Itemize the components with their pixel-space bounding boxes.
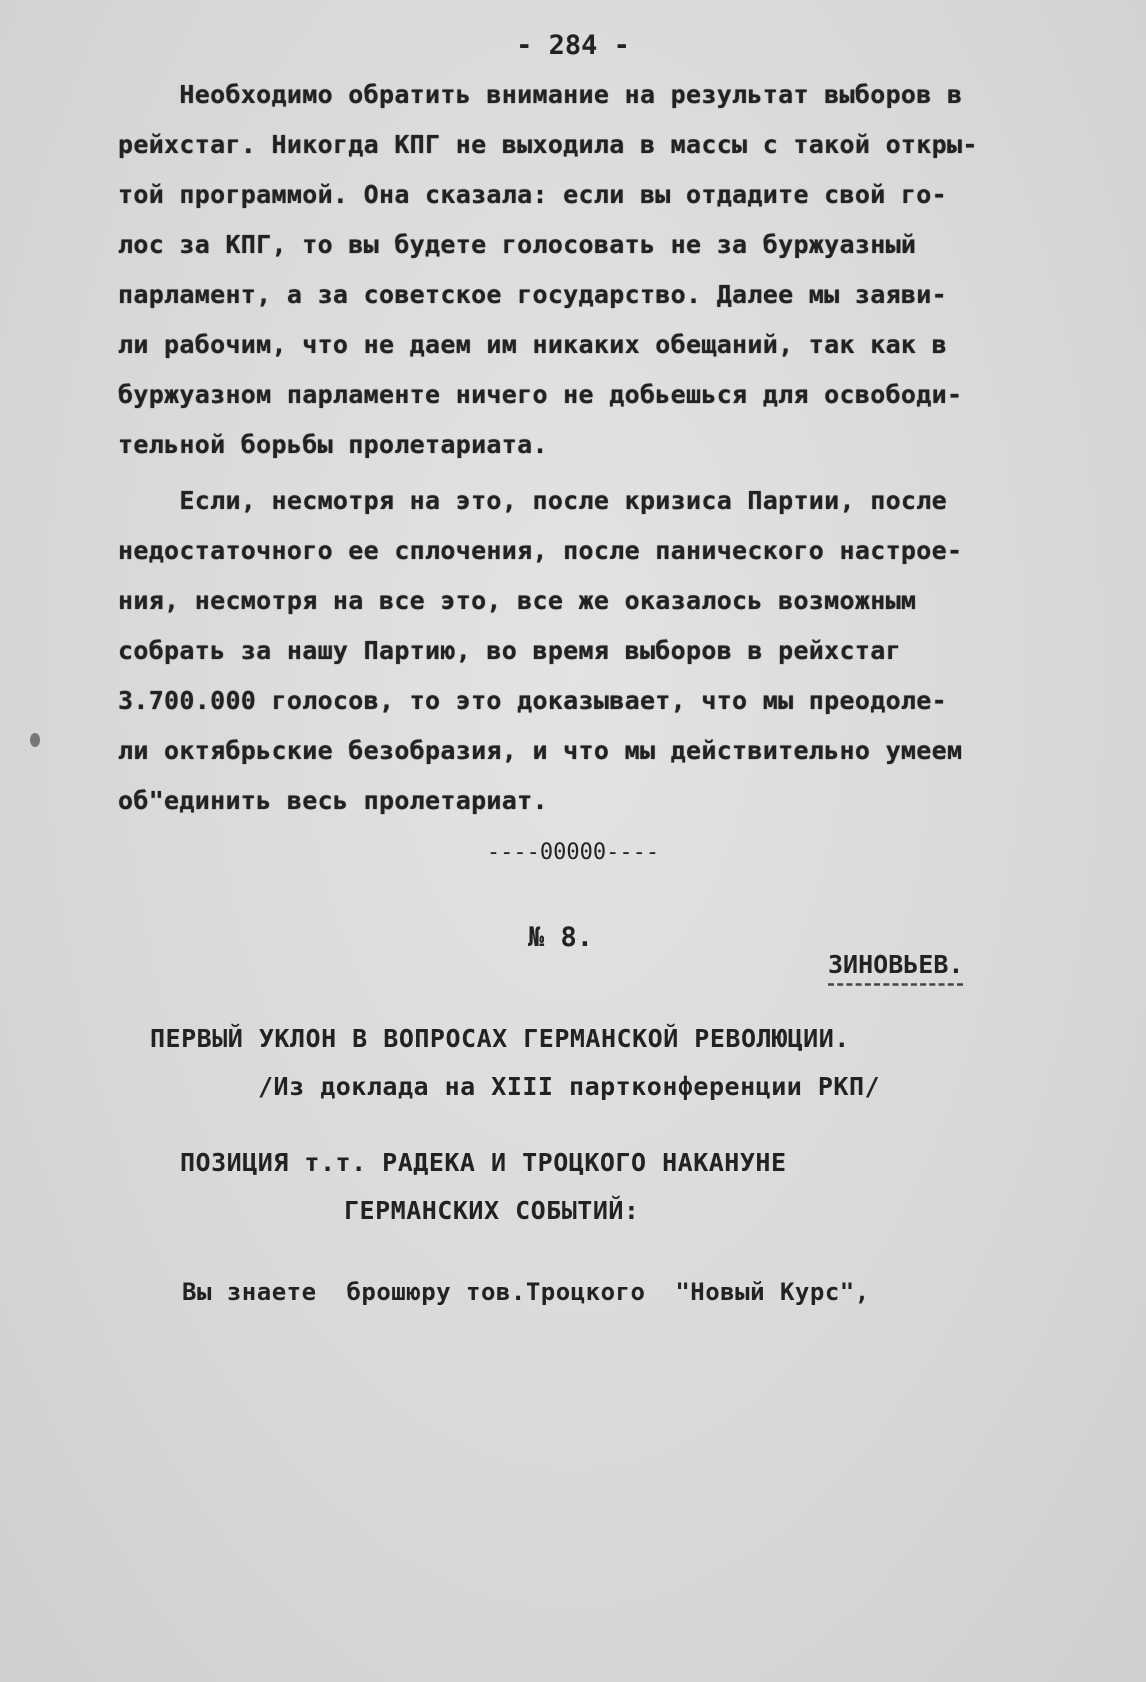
text-line: об"единить весь пролетариат. <box>118 786 548 815</box>
page-number: - 284 - <box>516 30 630 61</box>
separator: ----00000---- <box>486 840 660 865</box>
text-line: тельной борьбы пролетариата. <box>118 430 548 459</box>
ink-blot <box>30 733 40 747</box>
text-line: рейхстаг. Никогда КПГ не выходила в массы с такой откры- <box>118 130 978 159</box>
section-heading: ПОЗИЦИЯ т.т. РАДЕКА И ТРОЦКОГО НАКАНУНЕ <box>180 1148 787 1177</box>
text-line: ли рабочим, что не даем им никаких обещаний, так как в <box>118 330 947 359</box>
section-heading: ГЕРМАНСКИХ СОБЫТИЙ: <box>344 1196 640 1225</box>
text-line: лос за КПГ, то вы будете голосовать не за буржуазный <box>118 230 917 259</box>
text-line: 3.700.000 голосов, то это доказывает, что мы преодоле- <box>118 686 947 715</box>
text-line: недостаточного ее сплочения, после панического настрое- <box>118 536 963 565</box>
text-line: ния, несмотря на все это, все же оказалось возможным <box>118 586 917 615</box>
document-title: ПЕРВЫЙ УКЛОН В ВОПРОСАХ ГЕРМАНСКОЙ РЕВОЛЮЦИИ. <box>150 1024 850 1053</box>
text-line: буржуазном парламенте ничего не добьешься для освободи- <box>118 380 963 409</box>
document-subtitle: /Из доклада на XIII партконференции РКП/ <box>258 1072 881 1101</box>
text-line: той программой. Она сказала: если вы отдадите свой го- <box>118 180 947 209</box>
text-line: Вы знаете брошюру тов.Троцкого "Новый Курс", <box>182 1278 870 1306</box>
document-number: № 8. <box>528 922 594 953</box>
text-line: Если, несмотря на это, после кризиса Партии, после <box>118 486 947 515</box>
text-line: Необходимо обратить внимание на результат выборов в <box>118 80 963 109</box>
text-line: парламент, а за советское государство. Далее мы заяви- <box>118 280 947 309</box>
text-line: собрать за нашу Партию, во время выборов в рейхстаг <box>118 636 901 665</box>
text-line: ли октябрьские безобразия, и что мы действительно умеем <box>118 736 963 765</box>
author-name: ЗИНОВЬЕВ. <box>828 950 964 979</box>
